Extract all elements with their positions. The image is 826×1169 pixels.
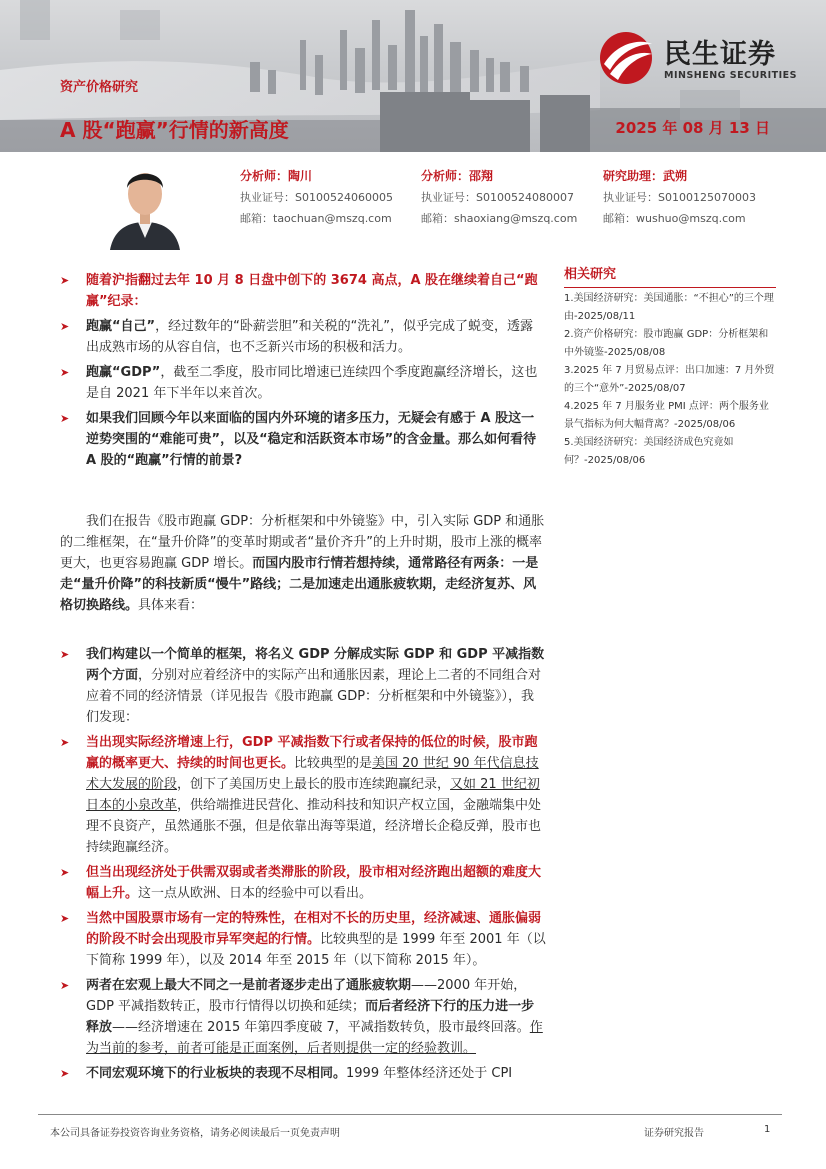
summary-paragraph: ➤ 不同宏观环境下的行业板块的表现不尽相同。1999 年整体经济还处于 CPI — [60, 1063, 546, 1084]
report-date: 2025 年 08 月 13 日 — [615, 119, 770, 137]
arrow-bullet-icon: ➤ — [60, 320, 70, 333]
arrow-bullet-icon: ➤ — [60, 912, 70, 925]
summary-paragraph: ➤ 我们构建以一个简单的框架，将名义 GDP 分解成实际 GDP 和 GDP 平减指数两个方面，分别对应着经济中的实际产出和通胀因素，理论上二者的不同组合对应着不同的经济情景（详见报告《股市跑赢 GDP：分析框架和中外镜鉴》），我们发现： — [60, 644, 546, 728]
summary-paragraph: ➤ 如果我们回顾今年以来面临的国内外环境的诸多压力，无疑会有感于 A 股这一逆势突围的“难能可贵”，以及“稳定和活跃资本市场”的含金量。那么如何看待 A 股的“跑赢”行情的前景? — [60, 408, 546, 471]
arrow-bullet-icon: ➤ — [60, 648, 70, 661]
summary-paragraph: ➤ 但当出现经济处于供需双弱或者类滞胀的阶段，股市相对经济跑出超额的难度大幅上升。这一点从欧洲、日本的经验中可以看出。 — [60, 862, 546, 904]
arrow-bullet-icon: ➤ — [60, 366, 70, 379]
arrow-bullet-icon: ➤ — [60, 274, 70, 287]
page-number: 1 — [764, 1124, 771, 1135]
related-link[interactable]: 5.美国经济研究：美国经济成色究竟如何？-2025/08/06 — [564, 437, 734, 466]
related-research-sidebar — [564, 266, 776, 470]
report-title: A 股“跑赢”行情的新高度 — [60, 118, 289, 142]
analyst-cert: 执业证号：S0100125070003 — [603, 191, 756, 204]
summary-paragraph: ➤ 当出现实际经济增速上行，GDP 平减指数下行或者保持的低位的时候，股市跑赢的概率更大、持续的时间也更长。比较典型的是美国 20 世纪 90 年代信息技术大发展的阶段，创下了美国历史上最长的股市连续跑赢纪录，又如 21 世纪初日本的小泉改革，供给端推进民营化、推动科技和知识产权立国，金融端集中处理不良资产，虽然通胀不强，但是依靠出海等渠道，经济增长企稳反弹，股市也持续跑赢经济。 — [60, 732, 546, 858]
summary-paragraph: ➤ 跑赢“自己”，经过数年的“卧薪尝胆”和关税的“洗礼”，似乎完成了蜕变，透露出成熟市场的从容自信，也不乏新兴市场的积极和活力。 — [60, 316, 546, 358]
minsheng-logo-icon — [598, 30, 660, 86]
company-logo — [598, 28, 808, 88]
report-body — [60, 270, 546, 1088]
arrow-bullet-icon: ➤ — [60, 1067, 70, 1080]
logo-text-cn: 民生证券 — [664, 39, 776, 70]
arrow-bullet-icon: ➤ — [60, 412, 70, 425]
arrow-bullet-icon: ➤ — [60, 979, 70, 992]
analyst-block-3 — [603, 166, 756, 229]
sidebar-title: 相关研究 — [564, 266, 776, 288]
related-link[interactable]: 1.美国经济研究：美国通胀：“不担心”的三个理由-2025/08/11 — [564, 293, 774, 322]
footer-divider — [38, 1114, 782, 1115]
arrow-bullet-icon: ➤ — [60, 866, 70, 879]
header-banner — [0, 0, 826, 152]
related-link[interactable]: 2.资产价格研究：股市跑赢 GDP：分析框架和中外镜鉴-2025/08/08 — [564, 329, 769, 358]
related-link[interactable]: 3.2025 年 7 月贸易点评：出口加速：7 月外贸的三个“意外”-2025/08/07 — [564, 365, 775, 394]
analyst-cert: 执业证号：S0100524080007 — [421, 191, 574, 204]
logo-text-en: MINSHENG SECURITIES — [664, 70, 797, 81]
summary-paragraph: ➤ 当然中国股票市场有一定的特殊性，在相对不长的历史里，经济减速、通胀偏弱的阶段不时会出现股市异军突起的行情。比较典型的是 1999 年至 2001 年（以下简称 1999 年），以及 2014 年至 2015 年（以下简称 2015 年）。 — [60, 908, 546, 971]
analyst-cert: 执业证号：S0100524060005 — [240, 191, 393, 204]
analyst-name: 分析师：陶川 — [240, 169, 313, 183]
analyst-email[interactable]: 邮箱：taochuan@mszq.com — [240, 212, 392, 225]
arrow-bullet-icon: ➤ — [60, 736, 70, 749]
summary-paragraph: ➤ 跑赢“GDP”，截至二季度，股市同比增速已连续四个季度跑赢经济增长，这也是自 2021 年下半年以来首次。 — [60, 362, 546, 404]
related-link[interactable]: 4.2025 年 7 月服务业 PMI 点评：两个服务业景气指标为何大幅背离？-2025/08/06 — [564, 401, 769, 430]
analyst-block-1 — [240, 166, 393, 229]
analyst-photo — [100, 158, 190, 250]
footer-doc-type: 证券研究报告 — [644, 1128, 704, 1139]
report-category: 资产价格研究 — [60, 80, 139, 95]
analyst-email[interactable]: 邮箱：wushuo@mszq.com — [603, 212, 746, 225]
analyst-name: 研究助理：武朔 — [603, 169, 688, 183]
footer-disclaimer: 本公司具备证券投资咨询业务资格，请务必阅读最后一页免责声明 — [50, 1128, 340, 1139]
analyst-block-2 — [421, 166, 577, 229]
summary-paragraph: ➤ 两者在宏观上最大不同之一是前者逐步走出了通胀疲软期——2000 年开始，GDP 平减指数转正，股市行情得以切换和延续；而后者经济下行的压力进一步释放——经济增速在 2015 年第四季度破 7，平减指数转负，股市最终回落。作为当前的参考，前者可能是正面案例，后者则提供一定的经验教训。 — [60, 975, 546, 1059]
analyst-email[interactable]: 邮箱：shaoxiang@mszq.com — [421, 212, 578, 225]
body-paragraph: 我们在报告《股市跑赢 GDP：分析框架和中外镜鉴》中，引入实际 GDP 和通胀的二维框架，在“量升价降”的变革时期或者“量价齐升”的上升时期，股市上涨的概率更大，也更容易跑赢 GDP 增长。而国内股市行情若想持续，通常路径有两条：一是走“量升价降”的科技新质“慢牛”路线；二是加速走出通胀疲软期，走经济复苏、风格切换路线。具体来看： — [60, 514, 545, 613]
analyst-name: 分析师：邵翔 — [421, 169, 494, 183]
summary-paragraph: ➤ 随着沪指翻过去年 10 月 8 日盘中创下的 3674 高点，A 股在继续着自己“跑赢”纪录： — [60, 270, 546, 312]
